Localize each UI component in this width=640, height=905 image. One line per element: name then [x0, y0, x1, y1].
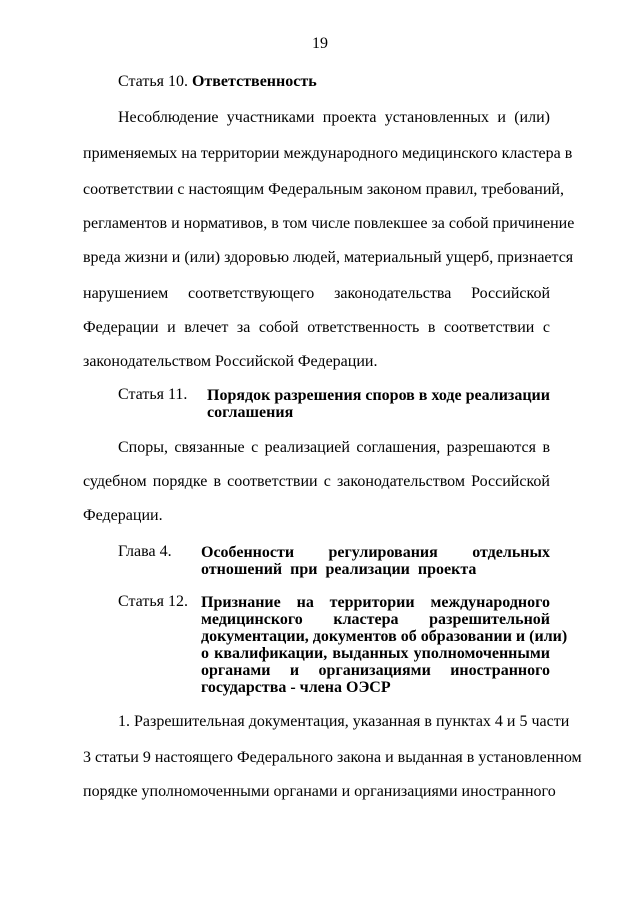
article-11-label: Статья 11. — [118, 386, 188, 403]
heading-title-line: соглашения — [207, 404, 294, 421]
heading-title-line: государства - члена ОЭСР — [201, 679, 391, 696]
heading-title-line: органами и организациями иностранного — [201, 662, 550, 679]
paragraph-line: порядке уполномоченными органами и организациями иностранного — [83, 783, 556, 800]
article-10-label: Статья 10. — [118, 73, 188, 90]
chapter-4-label: Глава 4. — [118, 543, 172, 560]
paragraph-line: Федерации и влечет за собой ответственность в соответствии с — [83, 319, 550, 336]
heading-title-line: Признание на территории международного — [201, 594, 550, 611]
paragraph-line: судебном порядке в соответствии с законодательством Российской — [83, 473, 550, 490]
article-10-title: Ответственность — [191, 73, 317, 90]
heading-title-line: отношений при реализации проекта — [201, 561, 477, 578]
heading-title-line: Порядок разрешения споров в ходе реализации — [207, 387, 550, 404]
heading-title-line: документации, документов об образовании и (или) — [201, 628, 568, 645]
paragraph-line: законодательством Российской Федерации. — [83, 353, 378, 370]
paragraph-line: Споры, связанные с реализацией соглашения, разрешаются в — [118, 439, 550, 456]
paragraph-line: 1. Разрешительная документация, указанная в пунктах 4 и 5 части — [118, 713, 570, 730]
heading-title-line: медицинского кластера разрешительной — [201, 611, 550, 628]
paragraph-line: 3 статьи 9 настоящего Федерального закона и выданная в установленном — [83, 749, 582, 766]
paragraph-line: вреда жизни и (или) здоровью людей, материальный ущерб, признается — [83, 249, 574, 266]
page-number: 19 — [312, 35, 328, 52]
article-12-title — [201, 594, 568, 696]
paragraph-line: соответствии с настоящим Федеральным законом правил, требований, — [83, 181, 564, 198]
heading-title-line: Особенности регулирования отдельных — [201, 544, 550, 561]
paragraph-line: Несоблюдение участниками проекта установленных и (или) — [118, 109, 550, 126]
paragraph-line: нарушением соответствующего законодательства Российской — [83, 285, 550, 302]
heading-title-line: о квалификации, выданных уполномоченными — [201, 645, 550, 662]
article-11-title — [207, 387, 550, 421]
article-10-heading — [118, 72, 317, 92]
article-12-label: Статья 12. — [118, 593, 188, 610]
paragraph-line: применяемых на территории международного медицинского кластера в — [83, 145, 573, 162]
chapter-4-title — [201, 544, 550, 578]
paragraph-line: Федерации. — [83, 507, 163, 524]
paragraph-line: регламентов и нормативов, в том числе повлекшее за собой причинение — [83, 215, 575, 232]
